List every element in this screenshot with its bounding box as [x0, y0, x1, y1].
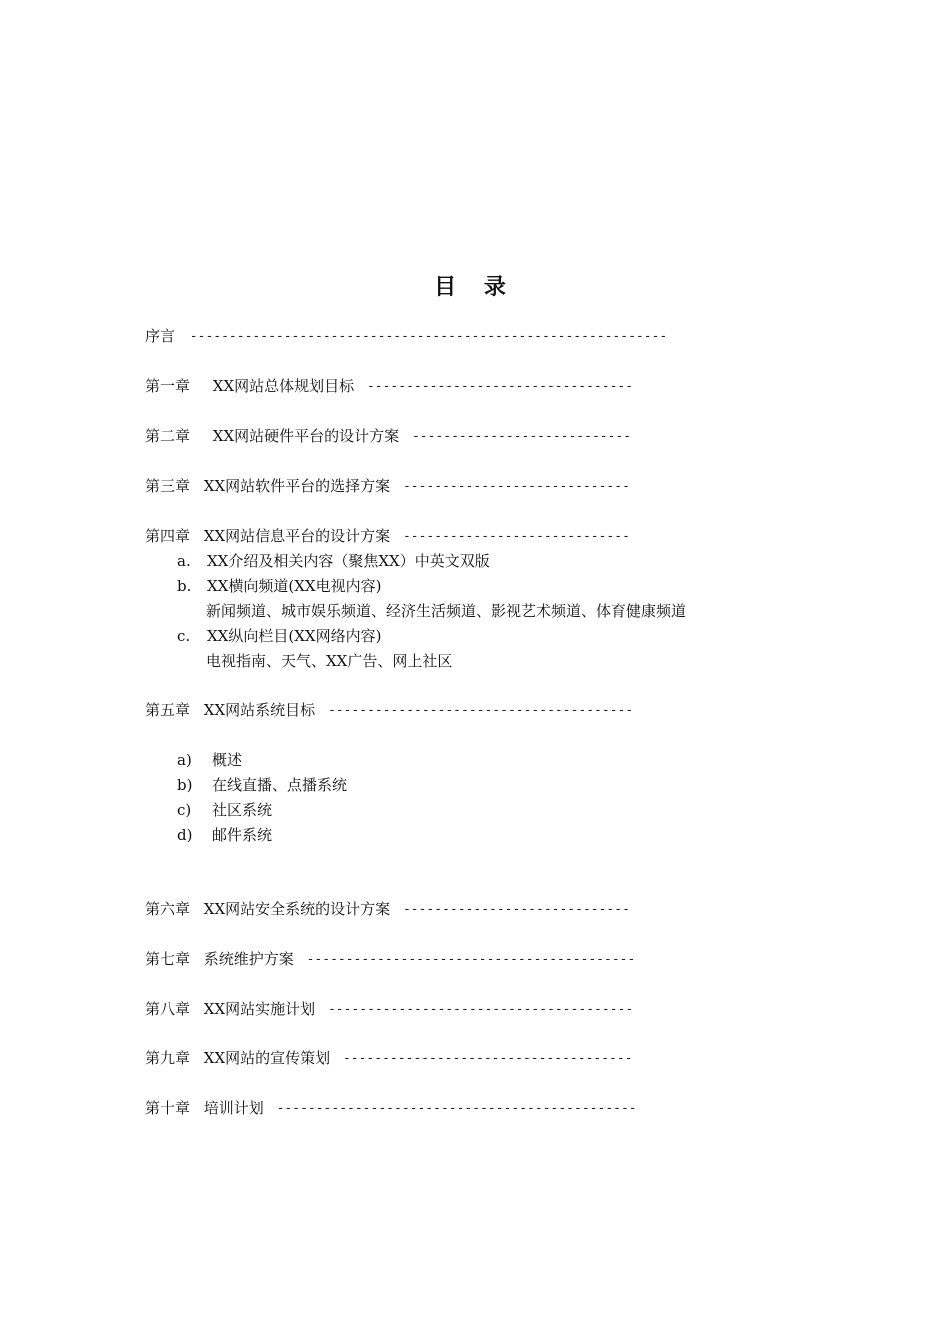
toc-leader: ------------------------------------------: [306, 952, 636, 967]
subentry-marker: c.: [177, 627, 191, 645]
list-marker: b): [177, 776, 193, 794]
list-marker: d): [177, 826, 193, 844]
toc-leader: ----------------------------------------------: [276, 1101, 637, 1116]
subentry-marker: a.: [177, 552, 191, 570]
chapter-number: 第四章: [145, 527, 191, 545]
subentry-title: XX纵向栏目(XX网络内容): [207, 627, 382, 645]
chapter-title: XX网站硬件平台的设计方案: [212, 427, 400, 445]
toc-entry-chapter-2[interactable]: [145, 426, 631, 447]
chapter-number: 第一章: [145, 377, 191, 395]
list-item-text: 概述: [212, 751, 243, 769]
chapter-number: 第九章: [145, 1049, 191, 1067]
toc-entry-chapter-7[interactable]: [145, 949, 635, 970]
chapter-title: XX网站实施计划: [203, 1000, 316, 1018]
chapter-title: XX网站信息平台的设计方案: [203, 527, 391, 545]
chapter-number: 第十章: [145, 1099, 191, 1117]
toc-leader: -------------------------------------: [342, 1051, 633, 1066]
subentry-marker: b.: [177, 577, 192, 595]
subentry-description: 新闻频道、城市娱乐频道、经济生活频道、影视艺术频道、体育健康频道: [206, 602, 687, 620]
toc-leader: -----------------------------: [402, 529, 630, 544]
toc-leader: ----------------------------------: [366, 379, 634, 394]
page-title: 目 录: [434, 275, 516, 300]
toc-entry-chapter-5[interactable]: [145, 700, 633, 721]
list-item-text: 在线直播、点播系统: [212, 776, 348, 794]
chapter-number: 第五章: [145, 701, 191, 719]
toc-entry-chapter-8[interactable]: [145, 999, 633, 1020]
chapter-number: 第二章: [145, 427, 191, 445]
toc-subentry[interactable]: [177, 626, 381, 646]
toc-entry-chapter-4[interactable]: [145, 526, 630, 547]
chapter-title: XX网站总体规划目标: [212, 377, 355, 395]
chapter-number: 第八章: [145, 1000, 191, 1018]
toc-leader: ---------------------------------------: [327, 1002, 634, 1017]
chapter-number: 第六章: [145, 900, 191, 918]
toc-entry-label: 序言: [145, 327, 176, 345]
toc-list-item[interactable]: [177, 825, 272, 845]
toc-list-item[interactable]: [177, 800, 272, 820]
toc-list-item[interactable]: [177, 775, 347, 795]
toc-entry-chapter-10[interactable]: [145, 1098, 637, 1119]
toc-leader: -----------------------------: [402, 902, 630, 917]
toc-subentry[interactable]: [177, 551, 490, 571]
toc-entry-chapter-3[interactable]: [145, 476, 630, 497]
chapter-title: XX网站系统目标: [203, 701, 316, 719]
subentry-title: XX介绍及相关内容（聚焦XX）中英文双版: [207, 552, 490, 570]
toc-entry-chapter-6[interactable]: [145, 899, 630, 920]
toc-entry-chapter-9[interactable]: [145, 1048, 633, 1069]
chapter-title: XX网站安全系统的设计方案: [203, 900, 391, 918]
subentry-title: XX横向频道(XX电视内容): [207, 577, 382, 595]
toc-leader: ----------------------------: [411, 429, 632, 444]
toc-leader: ---------------------------------------: [327, 703, 634, 718]
list-marker: c): [177, 801, 192, 819]
subentry-description: 电视指南、天气、XX广告、网上社区: [206, 652, 453, 670]
toc-entry-preface[interactable]: [145, 326, 667, 347]
toc-leader: -----------------------------: [402, 479, 630, 494]
toc-subentry[interactable]: [177, 576, 381, 596]
chapter-title: XX网站软件平台的选择方案: [203, 477, 391, 495]
toc-leader: -------------------------------------------------------------: [189, 329, 668, 344]
chapter-title: XX网站的宣传策划: [203, 1049, 331, 1067]
chapter-number: 第三章: [145, 477, 191, 495]
toc-list-item[interactable]: [177, 750, 242, 770]
chapter-title: 系统维护方案: [203, 950, 294, 968]
toc-entry-chapter-1[interactable]: [145, 376, 633, 397]
list-item-text: 邮件系统: [212, 826, 273, 844]
chapter-title: 培训计划: [203, 1099, 264, 1117]
chapter-number: 第七章: [145, 950, 191, 968]
list-item-text: 社区系统: [212, 801, 273, 819]
list-marker: a): [177, 751, 192, 769]
